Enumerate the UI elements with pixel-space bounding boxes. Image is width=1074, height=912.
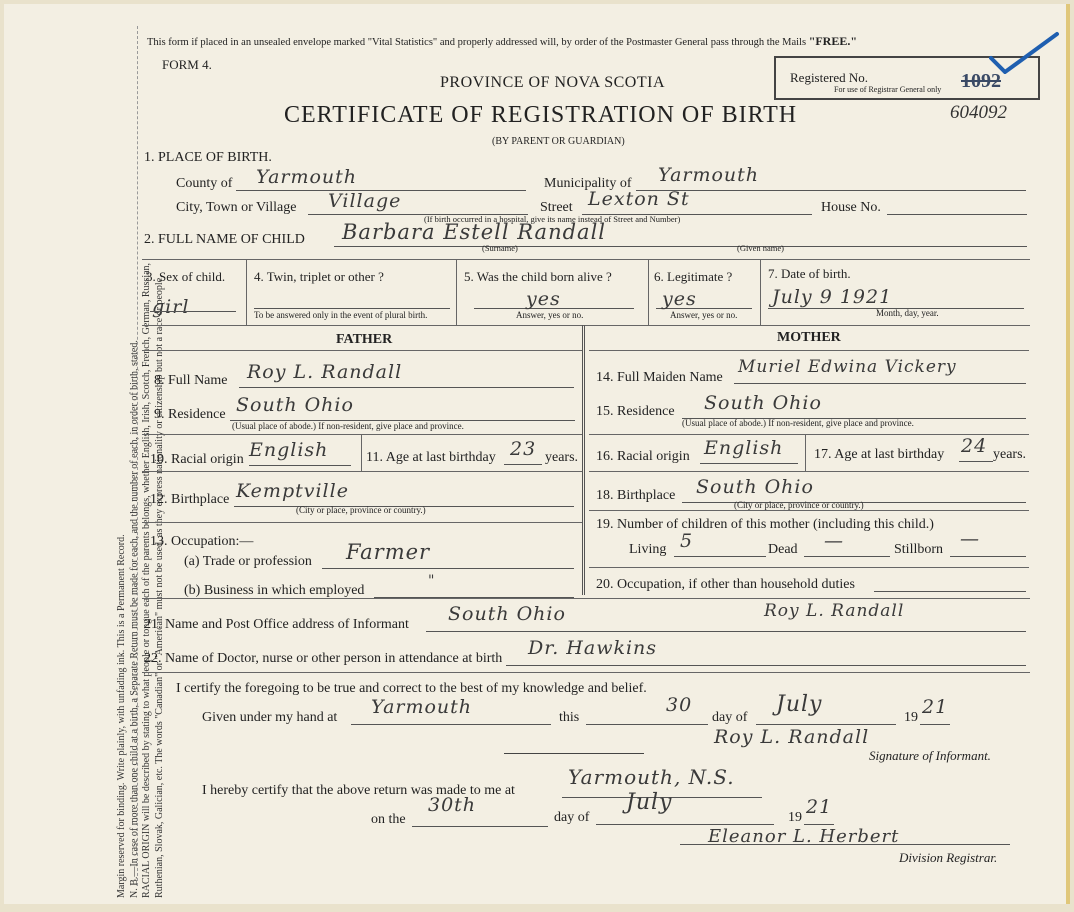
dead-field [804, 530, 890, 557]
business-field [374, 573, 574, 598]
doctor-value: Dr. Hawkins [528, 637, 658, 659]
living-field [674, 530, 766, 557]
mother-racial-value: English [704, 437, 784, 459]
father-racial-field [249, 439, 351, 466]
side-note-line: N. B.—In case of more than one child at a birth, a Separate Return must be made for each, and the number of each, in order of birth, stated. [128, 340, 140, 898]
registrar-signature-value: Eleanor L. Herbert [708, 826, 900, 847]
on-the-label: on the [371, 812, 406, 827]
sex-label: 3. Sex of child. [146, 269, 226, 284]
registrar-day-of-label: day of [554, 810, 590, 825]
doctor-label: 22. Name of Doctor, nurse or other person in attendance at birth [144, 651, 503, 666]
child-name-field [334, 220, 1027, 247]
father-age-field [504, 438, 542, 465]
day-of-label: day of [712, 710, 748, 725]
mother-residence-field [682, 392, 1026, 419]
given-year-value: 21 [922, 696, 949, 718]
mother-residence-value: South Ohio [704, 392, 822, 414]
mother-occupation-label: 20. Occupation, if other than household duties [596, 577, 855, 592]
mother-residence-label: 15. Residence [596, 404, 675, 419]
informant-address-value: South Ohio [448, 603, 566, 625]
mother-heading: MOTHER [777, 330, 841, 345]
registrar-note: For use of Registrar General only [834, 85, 942, 94]
dead-label: Dead [768, 542, 798, 557]
given-month-field [756, 692, 896, 725]
born-alive-value: yes [526, 288, 561, 310]
father-racial-value: English [249, 439, 329, 461]
trade-value: Farmer [346, 540, 431, 564]
father-racial-label: 10. Racial origin [150, 452, 244, 467]
twin-label: 4. Twin, triplet or other ? [254, 269, 384, 284]
mail-note: This form if placed in an unsealed envelope marked "Vital Statistics" and properly addressed will, by order of the Postmaster General pass through the Mails "FREE." [147, 34, 858, 48]
mother-age-label: 17. Age at last birthday [814, 447, 945, 462]
twin-field [254, 294, 450, 309]
county-label: County of [176, 176, 233, 191]
row-divider [142, 325, 1030, 326]
mother-birthplace-note: (City or place, province or country.) [734, 500, 864, 510]
informant-signature-field [704, 726, 1004, 748]
father-residence-field [230, 394, 575, 421]
street-value: Lexton St [588, 188, 690, 210]
side-note-line: Ruthenian, Slovak, Galician, etc. The words "Canadian" or "American" must not be used, as they express nationality or citizenship but not a race or people. [153, 275, 165, 898]
father-residence-value: South Ohio [236, 394, 354, 416]
sex-value: girl [152, 296, 190, 318]
registrar-signature-label: Division Registrar. [899, 850, 998, 865]
informant-signature-value: Roy L. Randall [714, 726, 870, 748]
doctor-field [506, 637, 1026, 666]
mother-name-label: 14. Full Maiden Name [596, 370, 723, 385]
born-alive-label: 5. Was the child born alive ? [464, 269, 612, 284]
house-number-field [887, 196, 1027, 215]
father-age-unit: years. [545, 450, 579, 465]
mother-racial-field [700, 437, 798, 464]
binding-margin-line [137, 26, 138, 886]
mother-birthplace-value: South Ohio [696, 476, 814, 498]
place-of-birth-label: 1. PLACE OF BIRTH. [144, 150, 272, 165]
row-divider [589, 567, 1029, 568]
dead-value: — [824, 530, 844, 552]
mother-occupation-field [874, 573, 1026, 592]
mother-age-field [959, 435, 993, 462]
this-label: this [559, 710, 580, 725]
stillborn-field [950, 528, 1026, 557]
registrar-month-value: July [626, 790, 673, 815]
municipality-label: Municipality of [544, 176, 632, 191]
given-name-note: (Given name) [737, 243, 784, 253]
father-occupation-label: 13. Occupation:— [150, 534, 254, 549]
row-divider [142, 672, 1030, 673]
informant-signature-label: Signature of Informant. [869, 748, 991, 763]
given-place-field [351, 696, 551, 725]
row-divider [142, 522, 582, 523]
row-divider [589, 510, 1029, 511]
informant-label: 21. Name and Post Office address of Informant [144, 617, 409, 632]
registrar-year-field [804, 796, 834, 825]
column-divider [582, 325, 585, 595]
born-alive-note: Answer, yes or no. [516, 310, 584, 320]
twin-note: To be answered only in the event of plural birth. [254, 310, 428, 320]
living-label: Living [629, 542, 667, 557]
given-day-value: 30 [666, 694, 693, 716]
given-place-value: Yarmouth [371, 696, 473, 718]
father-birthplace-label: 12. Birthplace [150, 492, 230, 507]
registered-label: Registered No. [790, 70, 868, 85]
date-of-birth-label: 7. Date of birth. [768, 266, 851, 281]
cell-divider [648, 259, 649, 325]
form-number: FORM 4. [162, 57, 212, 72]
father-age-label: 11. Age at last birthday [366, 450, 496, 465]
father-birthplace-value: Kemptville [236, 480, 349, 502]
street-label: Street [540, 200, 573, 215]
side-note-line: Margin reserved for binding. Write plainly, with unfading ink. This is a Permanent Record. [116, 534, 127, 898]
stamp-number: 604092 [950, 102, 1007, 123]
business-label: (b) Business in which employed [184, 583, 365, 598]
page-title: CERTIFICATE OF REGISTRATION OF BIRTH [284, 102, 798, 128]
county-field [236, 166, 526, 191]
certificate-sheet [4, 4, 1070, 904]
father-name-value: Roy L. Randall [247, 361, 403, 383]
row-divider [142, 259, 1030, 260]
cell-divider [456, 259, 457, 325]
cell-divider [361, 434, 362, 471]
registrar-day-field [412, 794, 548, 827]
mother-racial-label: 16. Racial origin [596, 449, 690, 464]
child-name-value: Barbara Estell Randall [342, 220, 607, 244]
born-alive-field [474, 288, 634, 310]
informant-name-value: Roy L. Randall [764, 601, 905, 621]
municipality-field [636, 164, 1026, 191]
business-value: " [428, 573, 436, 589]
registrar-year-value: 21 [806, 796, 833, 818]
living-value: 5 [680, 530, 694, 552]
legitimate-label: 6. Legitimate ? [654, 269, 733, 284]
informant-field [426, 601, 1026, 632]
trade-field [322, 540, 574, 569]
mother-name-value: Muriel Edwina Vickery [738, 357, 957, 377]
child-name-label: 2. FULL NAME OF CHILD [144, 232, 305, 247]
registrar-year-prefix: 19 [788, 810, 802, 825]
father-residence-note: (Usual place of abode.) If non-resident, give place and province. [232, 421, 464, 431]
registrar-signature-field [680, 826, 1010, 845]
certify-statement: I certify the foregoing to be true and correct to the best of my knowledge and belief. [176, 681, 647, 696]
given-day-field [586, 694, 708, 725]
street-field [582, 188, 812, 215]
cell-divider [246, 259, 247, 325]
father-name-field [239, 361, 574, 388]
stillborn-label: Stillborn [894, 542, 944, 557]
given-year-prefix: 19 [904, 710, 918, 725]
sex-field [150, 296, 236, 312]
cell-divider [805, 434, 806, 471]
father-name-label: 8. Full Name [154, 373, 228, 388]
mother-age-value: 24 [961, 435, 988, 457]
mother-age-unit: years. [993, 447, 1027, 462]
date-of-birth-value: July 9 1921 [772, 286, 893, 308]
row-divider [589, 471, 1029, 472]
city-field [308, 190, 528, 215]
legitimate-value: yes [662, 288, 697, 310]
legitimate-field [656, 288, 752, 310]
county-value: Yarmouth [256, 166, 358, 188]
cell-divider [760, 259, 761, 325]
house-number-label: House No. [821, 200, 881, 215]
row-divider [142, 434, 582, 435]
province-heading: PROVINCE OF NOVA SCOTIA [440, 74, 666, 91]
mother-birthplace-label: 18. Birthplace [596, 488, 676, 503]
mother-name-field [734, 357, 1026, 384]
father-residence-label: 9. Residence [154, 407, 226, 422]
father-age-value: 23 [510, 438, 537, 460]
hospital-note: (If birth occurred in a hospital, give its name instead of Street and Number) [424, 214, 681, 224]
registrar-statement: I hereby certify that the above return was made to me at [202, 783, 515, 798]
page-subtitle: (BY PARENT OR GUARDIAN) [492, 136, 625, 147]
side-note-line: RACIAL ORIGIN will be described by stating to what people or tongue each of the parents belongs, whether English, Irish, Scotch, French, German, Russian, [141, 262, 152, 898]
father-heading: FATHER [336, 332, 393, 347]
trade-label: (a) Trade or profession [184, 554, 312, 569]
given-month-value: July [776, 692, 823, 717]
surname-note: (Surname) [482, 243, 518, 253]
stillborn-value: — [960, 528, 980, 550]
legitimate-note: Answer, yes or no. [670, 310, 738, 320]
father-birthplace-note: (City or place, province or country.) [296, 505, 426, 515]
date-of-birth-field [768, 286, 1024, 309]
city-label: City, Town or Village [176, 200, 297, 215]
children-count-label: 19. Number of children of this mother (including this child.) [596, 517, 934, 532]
city-value: Village [328, 190, 402, 212]
row-divider [142, 350, 582, 351]
blue-check-mark-icon [989, 30, 1061, 74]
registrar-month-field [596, 790, 774, 825]
row-divider [589, 350, 1029, 351]
registrar-place-value: Yarmouth, N.S. [568, 765, 735, 789]
row-divider [142, 471, 582, 472]
registrar-day-value: 30th [428, 794, 477, 816]
date-of-birth-note: Month, day, year. [876, 308, 939, 318]
municipality-value: Yarmouth [658, 164, 760, 186]
mother-residence-note: (Usual place of abode.) If non-resident, give place and province. [682, 418, 914, 428]
blank-signature-line [504, 753, 644, 754]
given-year-field [920, 696, 950, 725]
given-under-hand-label: Given under my hand at [202, 710, 338, 725]
registered-value: 1092 [961, 70, 1001, 92]
